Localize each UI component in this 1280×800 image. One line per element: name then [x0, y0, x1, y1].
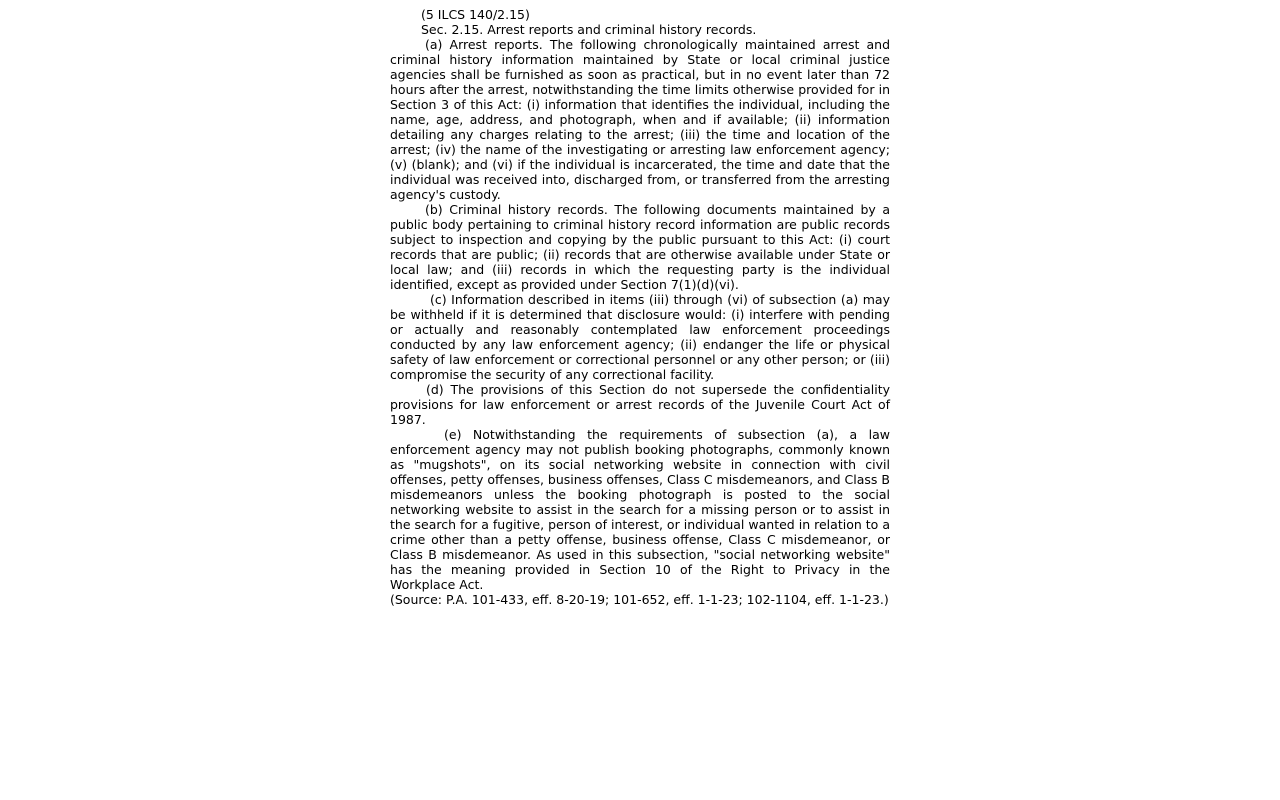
subsection-d-confidentiality: (d) The provisions of this Section do not supersede the confidentiality provisions for law enforcement or arrest records of the Juvenile Court Act of 1987.: [390, 382, 890, 427]
statute-citation: (5 ILCS 140/2.15): [421, 7, 530, 22]
subsection-c-withholding: (c) Information described in items (iii) through (vi) of subsection (a) may be withheld if it is determined that disclosure would: (i) interfere with pending or actually and reasonably contemplated law enforcement proceedings conducted by any law enforcement agency; (ii) endanger the life or physical safety of law enforcement or correctional personnel or any other person; or (iii) compromise the security of any correctional facility.: [390, 292, 890, 382]
source-note: (Source: P.A. 101-433, eff. 8-20-19; 101-652, eff. 1-1-23; 102-1104, eff. 1-1-23.): [390, 592, 889, 607]
section-heading: Sec. 2.15. Arrest reports and criminal history records.: [421, 22, 757, 37]
subsection-a-arrest-reports: (a) Arrest reports. The following chronologically maintained arrest and criminal history information maintained by State or local criminal justice agencies shall be furnished as soon as practical, but in no event later than 72 hours after the arrest, notwithstanding the time limits otherwise provided for in Section 3 of this Act: (i) information that identifies the individual, including the name, age, address, and photograph, when and if available; (ii) information detailing any charges relating to the arrest; (iii) the time and location of the arrest; (iv) the name of the investigating or arresting law enforcement agency; (v) (blank); and (vi) if the individual is incarcerated, the time and date that the individual was received into, discharged from, or transferred from the arresting agency's custody.: [390, 37, 890, 202]
subsection-b-criminal-history-records: (b) Criminal history records. The following documents maintained by a public body pertaining to criminal history record information are public records subject to inspection and copying by the public pursuant to this Act: (i) court records that are public; (ii) records that are otherwise available under State or local law; and (iii) records in which the requesting party is the individual identified, except as provided under Section 7(1)(d)(vi).: [390, 202, 890, 292]
subsection-e-mugshots: (e) Notwithstanding the requirements of subsection (a), a law enforcement agency may not publish booking photographs, commonly known as "mugshots", on its social networking website in connection with civil offenses, petty offenses, business offenses, Class C misdemeanors, and Class B misdemeanors unless the booking photograph is posted to the social networking website to assist in the search for a missing person or to assist in the search for a fugitive, person of interest, or individual wanted in relation to a crime other than a petty offense, business offense, Class C misdemeanor, or Class B misdemeanor. As used in this subsection, "social networking website" has the meaning provided in Section 10 of the Right to Privacy in the Workplace Act.: [390, 427, 890, 592]
statute-document: [390, 7, 890, 607]
